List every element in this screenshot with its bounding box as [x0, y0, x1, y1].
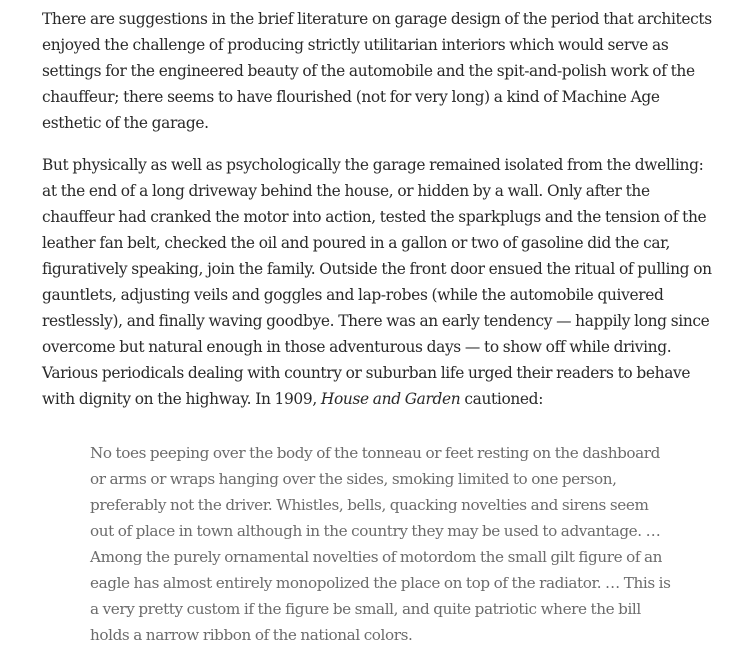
paragraph-2: [42, 152, 718, 412]
paragraph-2-end: cautioned:: [460, 390, 544, 408]
publication-title: House and Garden: [320, 390, 461, 408]
blockquote: No toes peeping over the body of the tonneau or feet resting on the dashboard or arms or wraps hanging over the sides, smoking limited to one person, preferably not the driver. Whistles, bells, quacking novelties and sirens seem out of place in town although in the country they may be used to advantage. … Among the purely ornamental novelties of motordom the small gilt figure of an eagle has almost entirely monopolized the place on top of the radiator. … This is a very pretty custom if the figure be small, and quite patriotic where the bill holds a narrow ribbon of the national colors.: [90, 444, 671, 644]
paragraph-1: There are suggestions in the brief literature on garage design of the period that architects enjoyed the challenge of producing strictly utilitarian interiors which would serve as settings for the engineered beauty of the automobile and the spit-and-polish work of the chauffeur; there seems to have flourished (not for very long) a kind of Machine Age esthetic of the garage.: [42, 10, 712, 132]
paragraph-2-text: But physically as well as psychologically the garage remained isolated from the dwelling: at the end of a long driveway behind the house, or hidden by a wall. Only after the chauffeur had cranked the motor into action, tested the sparkplugs and the tension of the leather fan belt, checked the oil and poured in a gallon or two of gasoline did the car, figuratively speaking, join the family. Outside the front door ensued the ritual of pulling on gauntlets, adjusting veils and goggles and lap-robes (while the automobile quivered restlessly), and finally waving goodbye. There was an early tendency — happily long since overcome but natural enough in those adventurous days — to show off while driving. Various periodicals dealing with country or suburban life urged their readers to behave with dignity on the highway. In 1909,: [42, 156, 712, 408]
article-body: [42, 6, 718, 648]
